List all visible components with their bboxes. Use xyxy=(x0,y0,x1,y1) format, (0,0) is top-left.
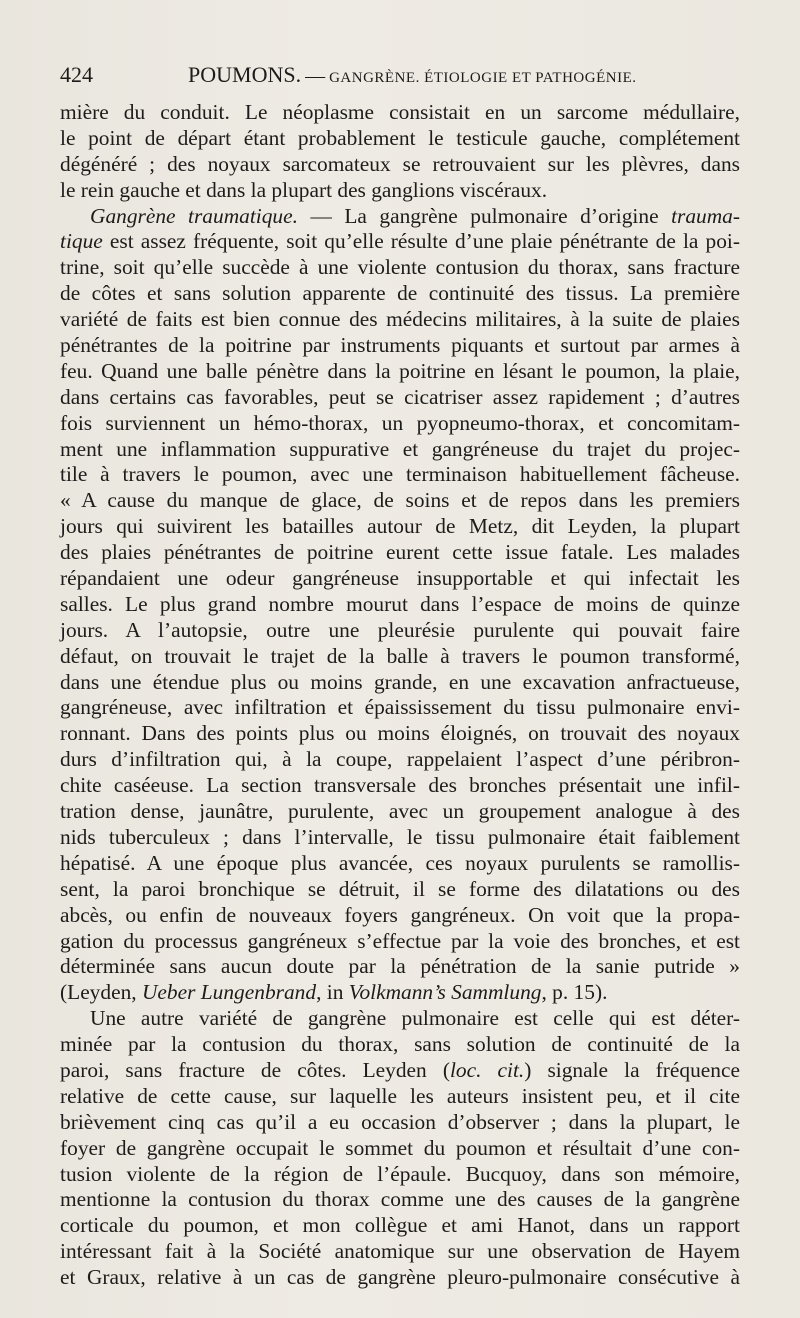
text-line: dans certains cas favorables, peut se cicatriser assez rapidement ; d’autres xyxy=(60,384,740,409)
text-line: défaut, on trouvait le trajet de la balle à travers le poumon transformé, xyxy=(60,643,740,668)
text-line: feu. Quand une balle pénètre dans la poitrine en lésant le poumon, la plaie, xyxy=(60,358,740,383)
text-line: jours. A l’autopsie, outre une pleurésie purulente qui pouvait faire xyxy=(60,617,740,642)
text-line: nids tuberculeux ; dans l’intervalle, le tissu pulmonaire était faiblement xyxy=(60,824,740,849)
text-line: (Leyden, Ueber Lungenbrand, in Volkmann’s Sammlung, p. 15). xyxy=(60,980,608,1005)
body-text xyxy=(60,100,740,1291)
text-line: ment une inflammation suppurative et gangréneuse du trajet du projec- xyxy=(60,436,740,461)
text-line: Gangrène traumatique. — La gangrène pulmonaire d’origine trauma- xyxy=(90,203,740,228)
text-line: intéressant fait à la Société anatomique sur une observation de Hayem xyxy=(60,1239,740,1264)
text-line: le rein gauche et dans la plupart des ganglions viscéraux. xyxy=(60,177,548,202)
text-line: et Graux, relative à un cas de gangrène pleuro-pulmonaire consécutive à xyxy=(60,1265,740,1290)
running-subtitle: GANGRÈNE. ÉTIOLOGIE ET PATHOGÉNIE. xyxy=(329,70,637,86)
text-line: dégénéré ; des noyaux sarcomateux se retrouvaient sur les plèvres, dans xyxy=(60,151,740,176)
running-dash: — xyxy=(305,65,326,87)
text-line: des plaies pénétrantes de poitrine eurent cette issue fatale. Les malades xyxy=(60,540,740,565)
running-title: POUMONS. xyxy=(188,62,302,87)
text-line: tique est assez fréquente, soit qu’elle résulte d’une plaie pénétrante de la poi- xyxy=(60,229,740,254)
text-line: brièvement cinq cas qu’il a eu occasion d’observer ; dans la plupart, le xyxy=(60,1109,740,1134)
text-line: trine, soit qu’elle succède à une violente contusion du thorax, sans fracture xyxy=(60,255,740,280)
text-line: hépatisé. A une époque plus avancée, ces noyaux purulents se ramollis- xyxy=(60,850,740,875)
text-line: Une autre variété de gangrène pulmonaire est celle qui est déter- xyxy=(90,1006,740,1031)
text-line: fois surviennent un hémo-thorax, un pyopneumo-thorax, et concomitam- xyxy=(60,410,740,435)
text-line: mière du conduit. Le néoplasme consistait en un sarcome médullaire, xyxy=(60,100,740,124)
text-line: jours qui suivirent les batailles autour de Metz, dit Leyden, la plupart xyxy=(60,514,740,539)
text-line: abcès, ou enfin de nouveaux foyers gangréneux. On voit que la propa- xyxy=(60,902,740,927)
text-line: dans une étendue plus ou moins grande, en une excavation anfractueuse, xyxy=(60,669,740,694)
text-line: salles. Le plus grand nombre mourut dans l’espace de moins de quinze xyxy=(60,591,740,616)
text-line: gation du processus gangréneux s’effectue par la voie des bronches, et est xyxy=(60,928,740,953)
text-line: répandaient une odeur gangréneuse insupportable et qui infectait les xyxy=(60,566,740,591)
text-line: chite caséeuse. La section transversale des bronches présentait une infil- xyxy=(60,773,740,798)
running-header xyxy=(60,62,740,92)
page-number: 424 xyxy=(60,62,93,87)
text-line: foyer de gangrène occupait le sommet du poumon et résultait d’une con- xyxy=(60,1135,740,1160)
text-line: gangréneuse, avec infiltration et épaississement du tissu pulmonaire envi- xyxy=(60,695,740,720)
text-line: ronnant. Dans des points plus ou moins éloignés, on trouvait des noyaux xyxy=(60,721,740,746)
text-line: tration dense, jaunâtre, purulente, avec un groupement analogue à des xyxy=(60,799,740,824)
text-line: corticale du poumon, et mon collègue et ami Hanot, dans un rapport xyxy=(60,1213,740,1238)
text-line: paroi, sans fracture de côtes. Leyden (loc. cit.) signale la fréquence xyxy=(60,1057,740,1082)
text-line: pénétrantes de la poitrine par instruments piquants et surtout par armes à xyxy=(60,333,740,358)
running-head xyxy=(188,62,636,88)
text-line: durs d’infiltration qui, à la coupe, rappelaient l’aspect d’une péribron- xyxy=(60,747,740,772)
text-line: tusion violente de la région de l’épaule. Bucquoy, dans son mémoire, xyxy=(60,1161,740,1186)
text-line: tile à travers le poumon, avec une terminaison habituellement fâcheuse. xyxy=(60,462,740,487)
text-line: de côtes et sans solution apparente de continuité des tissus. La première xyxy=(60,281,740,306)
text-line: variété de faits est bien connue des médecins militaires, à la suite de plaies xyxy=(60,307,740,332)
text-line: le point de départ étant probablement le testicule gauche, complétement xyxy=(60,125,740,150)
text-line: « A cause du manque de glace, de soins et de repos dans les premiers xyxy=(60,488,740,513)
text-line: sent, la paroi bronchique se détruit, il se forme des dilatations ou des xyxy=(60,876,740,901)
text-line: mentionne la contusion du thorax comme une des causes de la gangrène xyxy=(60,1187,740,1212)
text-line: relative de cette cause, sur laquelle les auteurs insistent peu, et il cite xyxy=(60,1083,740,1108)
text-line: déterminée sans aucun doute par la pénétration de la sanie putride » xyxy=(60,954,740,979)
text-line: minée par la contusion du thorax, sans solution de continuité de la xyxy=(60,1032,740,1057)
